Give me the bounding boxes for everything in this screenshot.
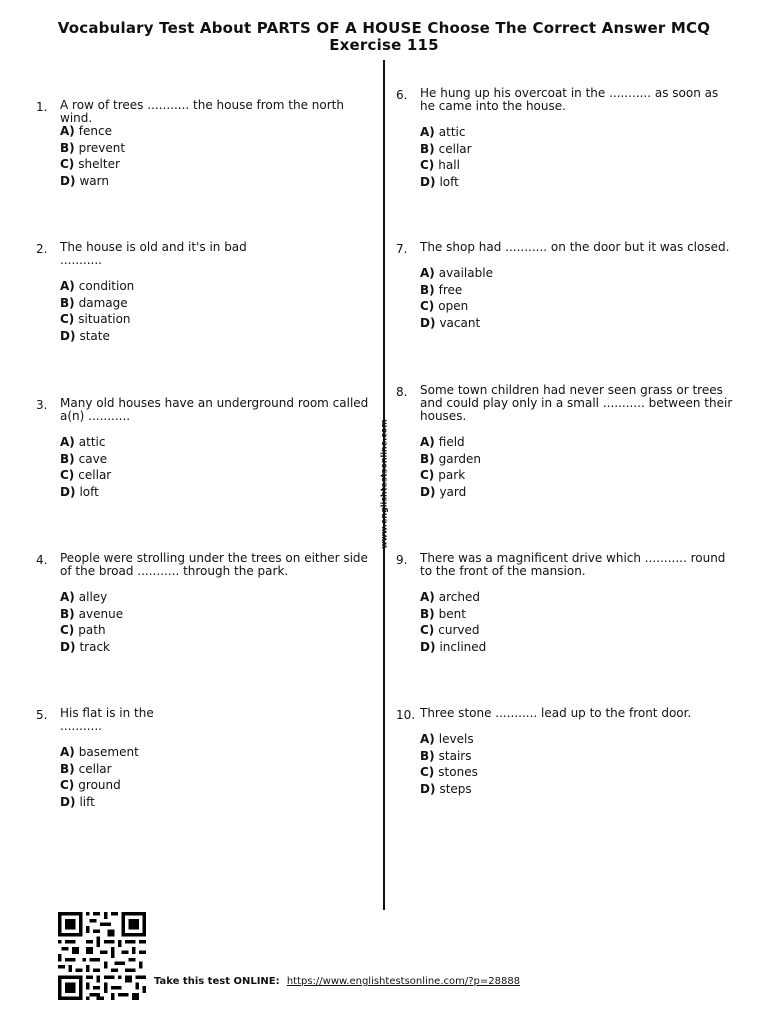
- answer-options: [60, 434, 111, 500]
- option-letter: D): [420, 781, 436, 796]
- question-number: 4.: [36, 553, 48, 567]
- page-title: [0, 20, 768, 54]
- question-number: 9.: [396, 553, 408, 567]
- option-text: bent: [438, 606, 466, 621]
- option-text: free: [438, 282, 463, 297]
- option-text: yard: [439, 484, 467, 499]
- option-text: situation: [78, 312, 131, 326]
- option-d[interactable]: [60, 484, 111, 501]
- test-online-link[interactable]: https://www.englishtestsonline.com/?p=28888: [286, 976, 521, 987]
- option-letter: B): [420, 748, 435, 763]
- option-a[interactable]: [420, 589, 486, 606]
- option-c[interactable]: [420, 157, 472, 174]
- option-a[interactable]: [420, 731, 478, 748]
- option-text: cellar: [78, 761, 112, 776]
- option-letter: B): [420, 282, 435, 297]
- question-text: His flat is in the ...........: [60, 706, 154, 733]
- option-b[interactable]: [60, 606, 123, 623]
- answer-options: [420, 589, 486, 655]
- option-text: ground: [78, 778, 121, 792]
- option-text: alley: [78, 590, 108, 604]
- option-text: open: [438, 299, 469, 313]
- option-d[interactable]: [420, 484, 481, 501]
- option-letter: A): [60, 435, 75, 449]
- option-text: cellar: [438, 141, 472, 156]
- option-c[interactable]: [420, 622, 486, 639]
- option-d[interactable]: [60, 639, 123, 656]
- option-c[interactable]: [420, 467, 481, 484]
- option-text: vacant: [439, 315, 481, 330]
- option-d[interactable]: [420, 315, 493, 332]
- option-d[interactable]: [420, 639, 486, 656]
- option-b[interactable]: [420, 282, 493, 299]
- option-text: loft: [439, 174, 459, 189]
- option-letter: B): [420, 606, 435, 621]
- option-c[interactable]: [60, 622, 123, 639]
- question-text: The shop had ........... on the door but it was closed.: [420, 240, 730, 254]
- option-letter: D): [60, 173, 76, 188]
- option-letter: D): [420, 174, 436, 189]
- option-letter: A): [420, 435, 435, 449]
- option-text: stones: [438, 765, 478, 779]
- option-c[interactable]: [60, 156, 125, 173]
- option-text: prevent: [78, 140, 126, 155]
- answer-options: [60, 744, 139, 810]
- title-line-1: Vocabulary Test About PARTS OF A HOUSE Choose The Correct Answer MCQ: [57, 19, 711, 37]
- option-d[interactable]: [420, 781, 478, 798]
- option-a[interactable]: [60, 278, 134, 295]
- option-letter: B): [60, 451, 75, 466]
- option-letter: D): [60, 794, 76, 809]
- option-text: park: [438, 468, 466, 482]
- option-letter: A): [60, 590, 75, 604]
- question-number: 8.: [396, 385, 408, 399]
- answer-options: [60, 123, 125, 189]
- option-b[interactable]: [420, 141, 472, 158]
- option-letter: C): [60, 468, 75, 482]
- option-a[interactable]: [60, 434, 111, 451]
- option-text: track: [79, 639, 110, 654]
- question-text: He hung up his overcoat in the ........... as soon as he came into the house.: [420, 86, 719, 113]
- option-letter: A): [420, 732, 435, 746]
- option-letter: C): [420, 468, 435, 482]
- option-b[interactable]: [420, 748, 478, 765]
- option-letter: A): [60, 124, 75, 138]
- option-d[interactable]: [60, 328, 134, 345]
- answer-options: [60, 589, 123, 655]
- title-line-2: Exercise 115: [329, 36, 439, 54]
- option-text: garden: [438, 451, 481, 466]
- option-a[interactable]: [420, 265, 493, 282]
- answer-options: [420, 434, 481, 500]
- option-letter: C): [420, 158, 435, 172]
- option-text: arched: [438, 590, 481, 604]
- option-letter: D): [420, 639, 436, 654]
- option-text: attic: [438, 125, 466, 139]
- side-website-label: www.englishtestsonline.com: [379, 419, 389, 549]
- option-b[interactable]: [60, 761, 139, 778]
- option-text: warn: [79, 173, 109, 188]
- option-b[interactable]: [60, 295, 134, 312]
- option-text: steps: [439, 781, 472, 796]
- option-letter: B): [60, 140, 75, 155]
- option-letter: C): [60, 312, 75, 326]
- answer-options: [420, 124, 472, 190]
- option-text: inclined: [439, 639, 487, 654]
- question-text: Some town children had never seen grass or trees and could play only in a small ........... between their houses.: [420, 383, 733, 423]
- option-text: fence: [78, 124, 112, 138]
- option-a[interactable]: [60, 123, 125, 140]
- option-text: basement: [78, 745, 139, 759]
- option-text: hall: [438, 158, 460, 172]
- footer: [154, 976, 520, 987]
- option-letter: C): [60, 778, 75, 792]
- option-letter: C): [60, 623, 75, 637]
- option-text: cellar: [78, 468, 112, 482]
- option-text: avenue: [78, 606, 124, 621]
- question-text: People were strolling under the trees on either side of the broad ........... through the park.: [60, 551, 368, 578]
- footer-label: Take this test ONLINE:: [154, 976, 280, 987]
- question-number: 5.: [36, 708, 48, 722]
- option-text: curved: [438, 623, 480, 637]
- option-letter: A): [60, 745, 75, 759]
- question-number: 6.: [396, 88, 408, 102]
- option-letter: B): [60, 295, 75, 310]
- option-letter: D): [420, 315, 436, 330]
- option-text: shelter: [78, 157, 120, 171]
- option-letter: B): [60, 606, 75, 621]
- option-text: levels: [438, 732, 474, 746]
- question-text: There was a magnificent drive which ........... round to the front of the mansion.: [420, 551, 726, 578]
- question-text: The house is old and it's in bad ...........: [60, 240, 247, 267]
- option-letter: A): [420, 590, 435, 604]
- option-letter: C): [420, 299, 435, 313]
- option-letter: B): [420, 141, 435, 156]
- option-text: stairs: [438, 748, 472, 763]
- option-text: damage: [78, 295, 128, 310]
- option-letter: C): [420, 765, 435, 779]
- option-letter: B): [420, 451, 435, 466]
- option-letter: A): [60, 279, 75, 293]
- option-text: field: [438, 435, 465, 449]
- option-c[interactable]: [60, 467, 111, 484]
- answer-options: [420, 265, 493, 331]
- option-letter: A): [420, 125, 435, 139]
- question-number: 10.: [396, 708, 416, 722]
- option-letter: C): [60, 157, 75, 171]
- qr-code-icon[interactable]: [58, 912, 146, 1000]
- option-a[interactable]: [60, 589, 123, 606]
- option-c[interactable]: [60, 777, 139, 794]
- option-text: condition: [78, 279, 135, 293]
- question-number: 2.: [36, 242, 48, 256]
- option-letter: B): [60, 761, 75, 776]
- question-text: Three stone ........... lead up to the front door.: [420, 706, 692, 720]
- option-text: attic: [78, 435, 106, 449]
- option-c[interactable]: [420, 764, 478, 781]
- option-letter: D): [60, 639, 76, 654]
- question-number: 1.: [36, 100, 48, 114]
- option-d[interactable]: [60, 173, 125, 190]
- option-letter: D): [60, 328, 76, 343]
- option-text: lift: [79, 794, 95, 809]
- option-letter: A): [420, 266, 435, 280]
- answer-options: [60, 278, 134, 344]
- option-b[interactable]: [60, 451, 111, 468]
- option-b[interactable]: [60, 140, 125, 157]
- option-text: loft: [79, 484, 99, 499]
- option-letter: D): [420, 484, 436, 499]
- question-text: A row of trees ........... the house from the north wind.: [60, 98, 344, 125]
- question-number: 7.: [396, 242, 408, 256]
- question-number: 3.: [36, 398, 48, 412]
- option-b[interactable]: [420, 451, 481, 468]
- option-b[interactable]: [420, 606, 486, 623]
- option-letter: C): [420, 623, 435, 637]
- option-d[interactable]: [60, 794, 139, 811]
- answer-options: [420, 731, 478, 797]
- option-text: cave: [78, 451, 108, 466]
- option-a[interactable]: [420, 434, 481, 451]
- option-text: state: [79, 328, 110, 343]
- option-text: available: [438, 266, 493, 280]
- option-text: path: [78, 623, 106, 637]
- option-a[interactable]: [60, 744, 139, 761]
- question-text: Many old houses have an underground room called a(n) ...........: [60, 396, 369, 423]
- option-a[interactable]: [420, 124, 472, 141]
- option-letter: D): [60, 484, 76, 499]
- option-c[interactable]: [60, 311, 134, 328]
- option-c[interactable]: [420, 298, 493, 315]
- option-d[interactable]: [420, 174, 472, 191]
